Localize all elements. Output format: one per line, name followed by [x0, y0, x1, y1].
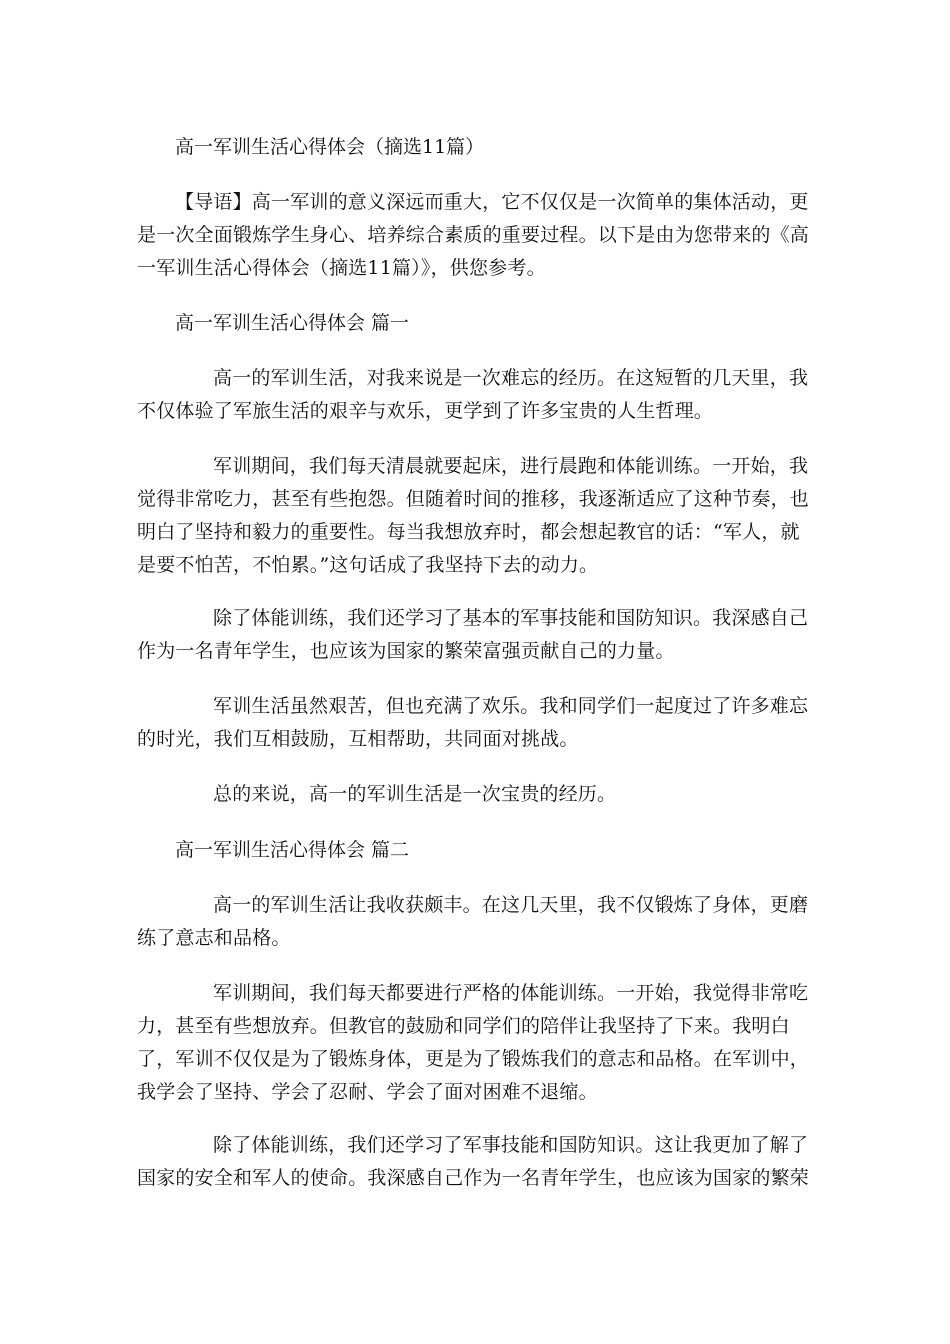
paragraph: 除了体能训练，我们还学习了军事技能和国防知识。这让我更加了解了国家的安全和军人的使命。我深感自己作为一名青年学生，也应该为国家的繁荣	[137, 1134, 810, 1189]
section-heading-1: 高一军训生活心得体会 篇一	[175, 312, 410, 334]
paragraph: 高一的军训生活让我收获颇丰。在这几天里，我不仅锻炼了身体，更磨练了意志和品格。	[137, 894, 809, 949]
paragraph: 军训生活虽然艰苦，但也充满了欢乐。我和同学们一起度过了许多难忘的时光，我们互相鼓励，互相帮助，共同面对挑战。	[137, 695, 809, 750]
paragraph: 总的来说，高一的军训生活是一次宝贵的经历。	[213, 783, 617, 805]
intro-paragraph: 【导语】高一军训的意义深远而重大，它不仅仅是一次简单的集体活动，更是一次全面锻炼学生身心、培养综合素质的重要过程。以下是由为您带来的《高一军训生活心得体会（摘选11篇）》，供您参考。	[137, 191, 810, 279]
paragraph: 高一的军训生活，对我来说是一次难忘的经历。在这短暂的几天里，我不仅体验了军旅生活的艰辛与欢乐，更学到了许多宝贵的人生哲理。	[137, 367, 809, 422]
paragraph: 军训期间，我们每天清晨就要起床，进行晨跑和体能训练。一开始，我觉得非常吃力，甚至有些抱怨。但随着时间的推移，我逐渐适应了这种节奏，也明白了坚持和毅力的重要性。每当我想放弃时，都会想起教官的话：“军人，就是要不怕苦，不怕累。”这句话成了我坚持下去的动力。	[137, 455, 810, 576]
paragraph: 除了体能训练，我们还学习了基本的军事技能和国防知识。我深感自己作为一名青年学生，也应该为国家的繁荣富强贡献自己的力量。	[137, 607, 809, 662]
paragraph: 军训期间，我们每天都要进行严格的体能训练。一开始，我觉得非常吃力，甚至有些想放弃。但教官的鼓励和同学们的陪伴让我坚持了下来。我明白了，军训不仅仅是为了锻炼身体，更是为了锻炼我们的意志和品格。在军训中，我学会了坚持、学会了忍耐、学会了面对困难不退缩。	[137, 982, 810, 1103]
section-heading-2: 高一军训生活心得体会 篇二	[175, 839, 410, 861]
document-title: 高一军训生活心得体会（摘选11篇）	[175, 136, 485, 158]
